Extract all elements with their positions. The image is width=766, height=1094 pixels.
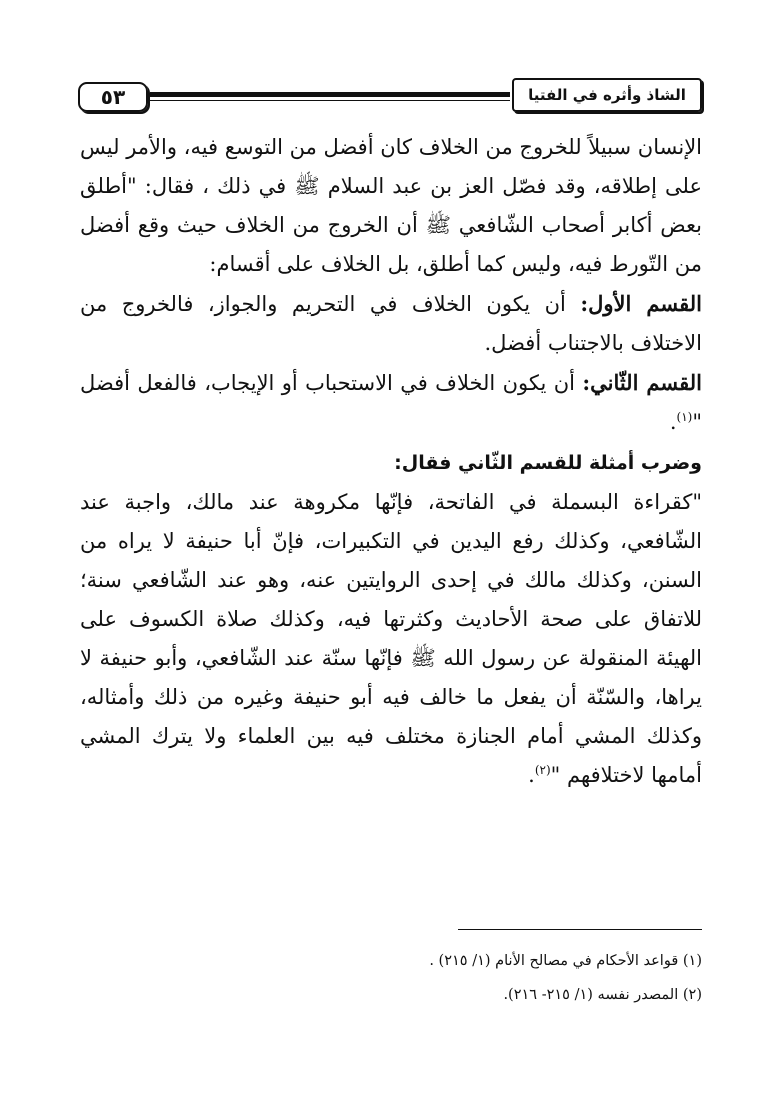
second-section-label: القسم الثّاني:	[582, 370, 702, 395]
footnote-1: (١) قواعد الأحكام في مصالح الأنام (١/ ٢١٥) .	[429, 953, 702, 969]
running-title: الشاذ وأثره في الفتيا	[512, 78, 702, 112]
examples-end: .	[528, 763, 535, 787]
page-number: ٥٣	[78, 82, 148, 112]
first-section-label: القسم الأول:	[580, 291, 702, 316]
page-header	[78, 78, 702, 122]
footnotes	[80, 944, 702, 1012]
paragraph-second-section	[80, 363, 702, 442]
paragraph-intro: الإنسان سبيلاً للخروج من الخلاف كان أفضل من التوسع فيه، والأمر ليس على إطلاقه، وقد فصّل العز بن عبد السلام ﷺ في ذلك ، فقال: "أطلق بعض أكابر أصحاب الشّافعي ﷺ أن الخروج من الخلاف حيث وقع أفضل من التّورط فيه، وليس كما أطلق، بل الخلاف على أقسام:	[80, 135, 702, 276]
header-rule-thin	[150, 100, 510, 101]
second-section-text: أن يكون الخلاف في الاستحباب أو الإيجاب، فالفعل أفضل "	[80, 371, 702, 434]
first-section-text: أن يكون الخلاف في التحريم والجواز، فالخروج من الاختلاف بالاجتناب أفضل.	[80, 292, 702, 355]
footnote-ref-1: (١)	[676, 410, 693, 424]
header-rule-thick	[150, 92, 510, 97]
main-text	[80, 128, 702, 795]
examples-text: "كقراءة البسملة في الفاتحة، فإنّها مكروهة عند مالك، واجبة عند الشّافعي، وكذلك رفع اليدين في التكبيرات، فإنّ أبا حنيفة لا يراه من السنن، وكذلك مالك في إحدى الروايتين عنه، وهو عند الشّافعي سنة؛ للاتفاق على صحة الأحاديث وكثرتها فيه، وكذلك صلاة الكسوف على الهيئة المنقولة عن رسول الله ﷺ فإنّها سنّة عند الشّافعي، وأبو حنيفة لا يراها، والسّنّة أن يفعل ما خالف فيه أبو حنيفة وغيره من ذلك وأمثاله، وكذلك المشي أمام الجنازة مختلف فيه بين العلماء ولا يترك المشي أمامها لاختلافهم "	[80, 490, 702, 787]
examples-subheading: وضرب أمثلة للقسم الثّاني فقال:	[394, 452, 702, 474]
footnote-2: (٢) المصدر نفسه (١/ ٢١٥- ٢١٦).	[503, 987, 702, 1003]
paragraph-first-section	[80, 284, 702, 363]
second-section-end: .	[669, 410, 677, 434]
footnote-separator	[458, 929, 702, 930]
footnote-ref-2: (٢)	[534, 763, 551, 777]
paragraph-examples	[80, 483, 702, 795]
